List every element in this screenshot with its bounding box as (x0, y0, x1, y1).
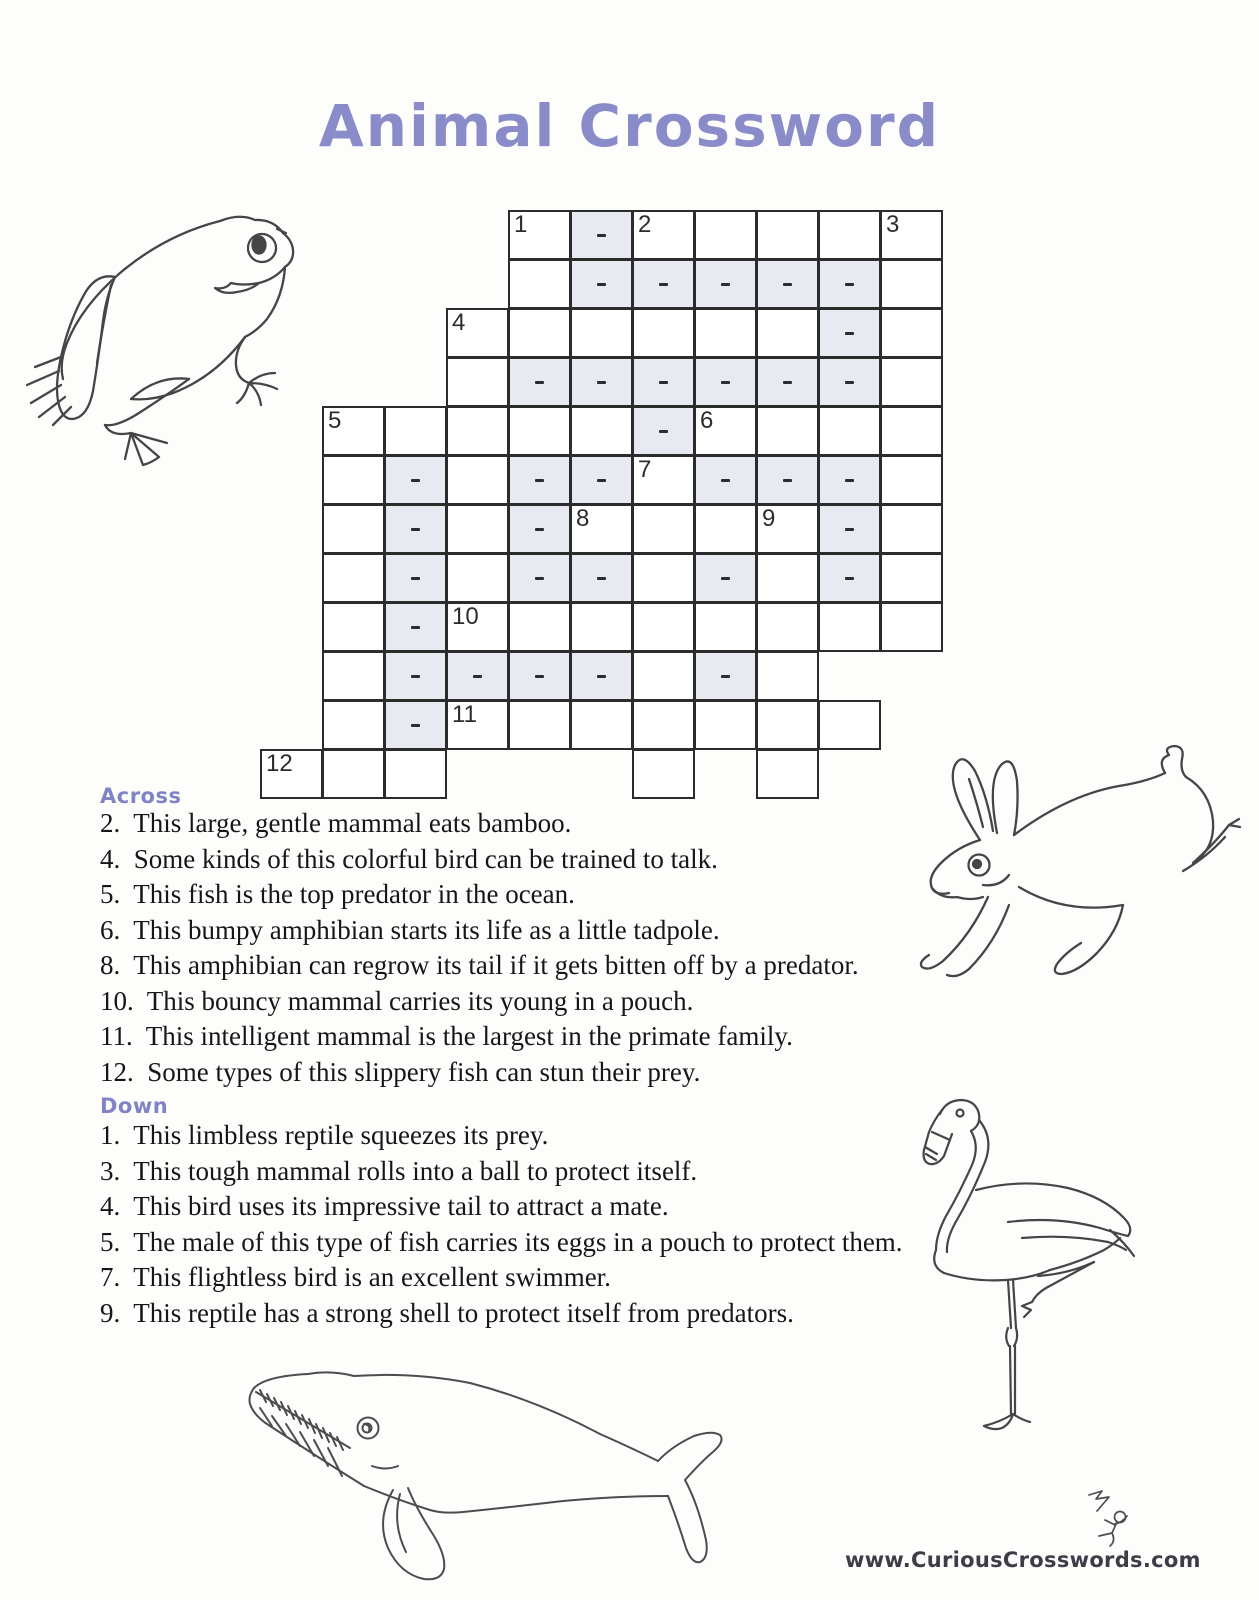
grid-cell-r5c5[interactable] (508, 406, 571, 456)
blocked-cell-dash (411, 577, 420, 580)
grid-cell-r12c2[interactable] (322, 749, 385, 799)
grid-cell-r10c5 (508, 651, 571, 701)
clue-across-10: 10. This bouncy mammal carries its young in a pouch. (100, 985, 694, 1016)
blocked-cell-dash (411, 724, 420, 727)
grid-cell-r8c7[interactable] (632, 553, 695, 603)
grid-cell-r6c3 (384, 455, 447, 505)
clue-number: 10 (452, 603, 479, 630)
grid-cell-r2c9 (756, 259, 819, 309)
grid-cell-r4c5 (508, 357, 571, 407)
grid-cell-r10c6 (570, 651, 633, 701)
blocked-cell-dash (721, 381, 730, 384)
grid-cell-r9c9[interactable] (756, 602, 819, 652)
grid-cell-r8c6 (570, 553, 633, 603)
clue-down-4: 4. This bird uses its impressive tail to attract a mate. (100, 1191, 669, 1221)
blocked-cell-dash (535, 479, 544, 482)
clue-across-12: 12. Some types of this slippery fish can stun their prey. (100, 1056, 701, 1087)
clue-across-8: 8. This amphibian can regrow its tail if it gets bitten off by a predator. (100, 950, 859, 980)
page-title: Animal Crossword (318, 92, 941, 160)
blocked-cell-dash (597, 234, 606, 237)
grid-cell-r5c4[interactable] (446, 406, 509, 456)
clue-number: 2 (638, 211, 652, 238)
grid-cell-r11c6[interactable] (570, 700, 633, 750)
grid-cell-r11c5[interactable] (508, 700, 571, 750)
grid-cell-r7c9[interactable] (756, 504, 819, 554)
blocked-cell-dash (597, 381, 606, 384)
grid-cell-r12c7[interactable] (632, 749, 695, 799)
grid-cell-r1c5[interactable] (508, 210, 571, 260)
clue-down-5: 5. The male of this type of fish carries its eggs in a pouch to protect them. (100, 1226, 903, 1257)
blocked-cell-dash (535, 675, 544, 678)
blocked-cell-dash (783, 381, 792, 384)
blocked-cell-dash (597, 675, 606, 678)
grid-cell-r1c9[interactable] (756, 210, 819, 260)
grid-cell-r1c11[interactable] (880, 210, 943, 260)
blocked-cell-dash (845, 381, 854, 384)
clue-number: 4 (452, 309, 466, 336)
grid-cell-r6c4[interactable] (446, 455, 509, 505)
grid-cell-r11c3 (384, 700, 447, 750)
grid-cell-r7c8[interactable] (694, 504, 757, 554)
blocked-cell-dash (597, 479, 606, 482)
clue-down-3: 3. This tough mammal rolls into a ball to protect itself. (100, 1155, 698, 1186)
grid-cell-r8c5 (508, 553, 571, 603)
blocked-cell-dash (473, 675, 482, 678)
blocked-cell-dash (721, 479, 730, 482)
clue-number: 6 (700, 407, 714, 434)
blocked-cell-dash (659, 283, 668, 286)
blocked-cell-dash (659, 381, 668, 384)
grid-cell-r7c4[interactable] (446, 504, 509, 554)
grid-cell-r4c10 (818, 357, 881, 407)
grid-cell-r4c9 (756, 357, 819, 407)
grid-cell-r6c9 (756, 455, 819, 505)
grid-cell-r1c6 (570, 210, 633, 260)
grid-cell-r5c3[interactable] (384, 406, 447, 456)
grid-cell-r3c7[interactable] (632, 308, 695, 358)
grid-cell-r11c9[interactable] (756, 700, 819, 750)
lightning-stick-figure-logo (1080, 1486, 1144, 1550)
grid-cell-r1c10[interactable] (818, 210, 881, 260)
grid-cell-r3c10 (818, 308, 881, 358)
grid-cell-r11c2[interactable] (322, 700, 385, 750)
grid-cell-r7c2[interactable] (322, 504, 385, 554)
crossword-grid (260, 210, 944, 800)
frog-illustration (15, 193, 295, 478)
clue-number: 11 (452, 701, 477, 728)
grid-cell-r2c10 (818, 259, 881, 309)
grid-cell-r11c4[interactable] (446, 700, 509, 750)
clue-down-1: 1. This limbless reptile squeezes its prey. (100, 1120, 549, 1150)
grid-cell-r6c10 (818, 455, 881, 505)
grid-cell-r11c8[interactable] (694, 700, 757, 750)
grid-cell-r4c6 (570, 357, 633, 407)
blocked-cell-dash (721, 675, 730, 678)
grid-cell-r8c9[interactable] (756, 553, 819, 603)
grid-cell-r8c11[interactable] (880, 553, 943, 603)
grid-cell-r12c3[interactable] (384, 749, 447, 799)
clue-number: 7 (638, 456, 652, 483)
grid-cell-r12c9[interactable] (756, 749, 819, 799)
grid-cell-r5c6[interactable] (570, 406, 633, 456)
down-header: Down (100, 1094, 169, 1118)
grid-cell-r10c3 (384, 651, 447, 701)
grid-cell-r1c7[interactable] (632, 210, 695, 260)
grid-cell-r5c11[interactable] (880, 406, 943, 456)
grid-cell-r9c5[interactable] (508, 602, 571, 652)
grid-cell-r6c7[interactable] (632, 455, 695, 505)
blocked-cell-dash (845, 528, 854, 531)
clue-number: 1 (514, 211, 528, 238)
grid-cell-r6c2[interactable] (322, 455, 385, 505)
grid-cell-r6c8 (694, 455, 757, 505)
grid-cell-r11c7[interactable] (632, 700, 695, 750)
blocked-cell-dash (721, 577, 730, 580)
grid-cell-r6c11[interactable] (880, 455, 943, 505)
grid-cell-r8c8 (694, 553, 757, 603)
grid-cell-r8c3 (384, 553, 447, 603)
grid-cell-r10c9[interactable] (756, 651, 819, 701)
grid-cell-r4c7 (632, 357, 695, 407)
whale-illustration (208, 1328, 728, 1583)
grid-cell-r3c4[interactable] (446, 308, 509, 358)
blocked-cell-dash (535, 577, 544, 580)
clue-number: 12 (266, 750, 293, 777)
grid-cell-r2c8 (694, 259, 757, 309)
grid-cell-r9c10[interactable] (818, 602, 881, 652)
clue-number: 8 (576, 505, 590, 532)
blocked-cell-dash (783, 479, 792, 482)
grid-cell-r3c6[interactable] (570, 308, 633, 358)
grid-cell-r1c8[interactable] (694, 210, 757, 260)
grid-cell-r7c3 (384, 504, 447, 554)
clue-number: 3 (886, 211, 900, 238)
grid-cell-r5c8[interactable] (694, 406, 757, 456)
grid-cell-r10c8 (694, 651, 757, 701)
blocked-cell-dash (535, 381, 544, 384)
grid-cell-r2c7 (632, 259, 695, 309)
grid-cell-r7c7[interactable] (632, 504, 695, 554)
blocked-cell-dash (597, 283, 606, 286)
blocked-cell-dash (721, 283, 730, 286)
grid-cell-r8c4[interactable] (446, 553, 509, 603)
clue-number: 9 (762, 505, 776, 532)
grid-cell-r9c7[interactable] (632, 602, 695, 652)
clue-down-9: 9. This reptile has a strong shell to protect itself from predators. (100, 1297, 794, 1328)
clue-number: 5 (328, 407, 342, 434)
grid-cell-r5c7 (632, 406, 695, 456)
grid-cell-r3c9[interactable] (756, 308, 819, 358)
grid-cell-r10c2[interactable] (322, 651, 385, 701)
grid-cell-r6c5 (508, 455, 571, 505)
grid-cell-r10c7[interactable] (632, 651, 695, 701)
across-header: Across (100, 784, 182, 808)
grid-cell-r3c5[interactable] (508, 308, 571, 358)
grid-cell-r7c5 (508, 504, 571, 554)
blocked-cell-dash (845, 479, 854, 482)
clue-across-2: 2. This large, gentle mammal eats bamboo. (100, 808, 572, 838)
grid-cell-r4c11[interactable] (880, 357, 943, 407)
grid-cell-r5c2[interactable] (322, 406, 385, 456)
grid-cell-r2c6 (570, 259, 633, 309)
down-clues (100, 1118, 1170, 1331)
grid-cell-r7c6[interactable] (570, 504, 633, 554)
grid-cell-r8c2[interactable] (322, 553, 385, 603)
blocked-cell-dash (411, 675, 420, 678)
clue-across-4: 4. Some kinds of this colorful bird can be trained to talk. (100, 843, 718, 874)
blocked-cell-dash (783, 283, 792, 286)
grid-cell-r2c5[interactable] (508, 259, 571, 309)
grid-cell-r10c4 (446, 651, 509, 701)
grid-cell-r8c10 (818, 553, 881, 603)
blocked-cell-dash (597, 577, 606, 580)
clue-down-7: 7. This flightless bird is an excellent swimmer. (100, 1262, 611, 1292)
grid-cell-r9c8[interactable] (694, 602, 757, 652)
grid-cell-r5c9[interactable] (756, 406, 819, 456)
grid-cell-r11c10[interactable] (818, 700, 881, 750)
blocked-cell-dash (845, 332, 854, 335)
grid-cell-r9c6[interactable] (570, 602, 633, 652)
grid-cell-r7c10 (818, 504, 881, 554)
blocked-cell-dash (411, 626, 420, 629)
grid-cell-r12c1[interactable] (260, 749, 323, 799)
grid-cell-r7c11[interactable] (880, 504, 943, 554)
blocked-cell-dash (535, 528, 544, 531)
across-clues (100, 806, 1170, 1090)
clue-across-5: 5. This fish is the top predator in the ocean. (100, 879, 575, 909)
blocked-cell-dash (845, 283, 854, 286)
grid-cell-r5c10[interactable] (818, 406, 881, 456)
clue-across-11: 11. This intelligent mammal is the largest in the primate family. (100, 1021, 793, 1051)
clue-across-6: 6. This bumpy amphibian starts its life as a little tadpole. (100, 914, 720, 945)
blocked-cell-dash (411, 528, 420, 531)
blocked-cell-dash (659, 430, 668, 433)
grid-cell-r9c3 (384, 602, 447, 652)
grid-cell-r9c11[interactable] (880, 602, 943, 652)
grid-cell-r3c8[interactable] (694, 308, 757, 358)
website-url: www.CuriousCrosswords.com (845, 1548, 1201, 1572)
grid-cell-r9c4[interactable] (446, 602, 509, 652)
blocked-cell-dash (411, 479, 420, 482)
grid-cell-r2c11[interactable] (880, 259, 943, 309)
grid-cell-r4c4[interactable] (446, 357, 509, 407)
grid-cell-r4c8 (694, 357, 757, 407)
grid-cell-r6c6 (570, 455, 633, 505)
blocked-cell-dash (845, 577, 854, 580)
grid-cell-r9c2[interactable] (322, 602, 385, 652)
grid-cell-r3c11[interactable] (880, 308, 943, 358)
